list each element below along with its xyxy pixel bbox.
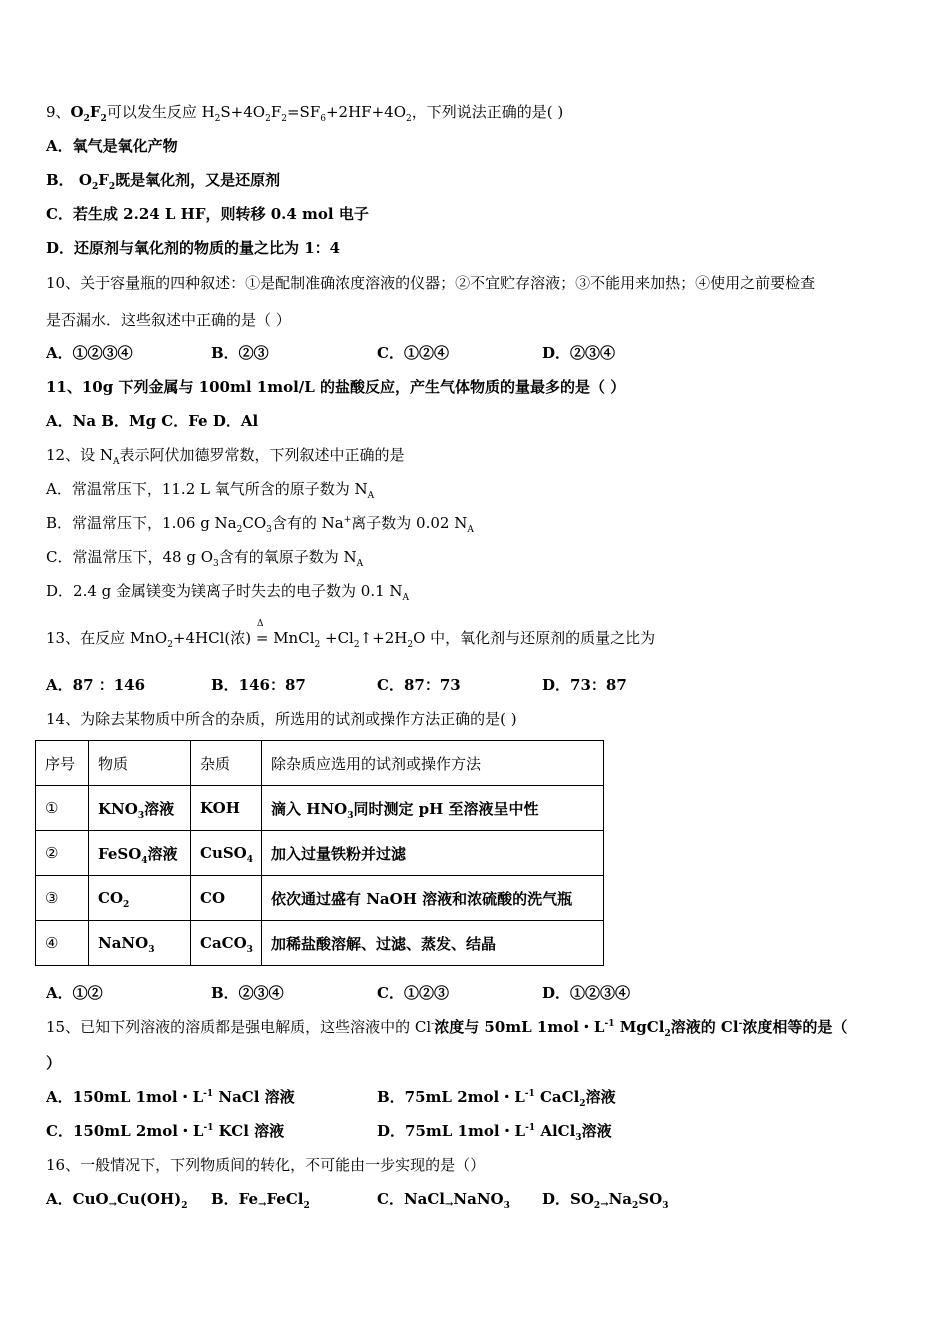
cell-text: 滴入 HNO [271, 799, 348, 818]
q13-option-d: D．73：87 [542, 676, 627, 694]
q9-text: F [89, 103, 101, 121]
q16-d-sub: 2 [632, 1201, 639, 1211]
q16-a-text: A．CuO [46, 1190, 109, 1208]
q16-c-sub: 3 [503, 1201, 510, 1211]
q14-option-b: B．②③④ [211, 984, 284, 1002]
q15-sup: - [738, 1019, 743, 1029]
header-cell: 序号 [36, 741, 89, 786]
q15-sup: - [431, 1019, 435, 1029]
q13-text: +4HCl(浓) = MnCl [172, 629, 315, 647]
q14-stem: 14、为除去某物质中所含的杂质，所选用的试剂或操作方法正确的是( ) [46, 710, 517, 728]
header-cell: 除杂质应选用的试剂或操作方法 [262, 741, 604, 786]
q12-b-sub: 3 [266, 525, 272, 535]
q9-option-c: C．若生成 2.24 L HF，则转移 0.4 mol 电子 [46, 205, 369, 223]
q12-option-a [46, 479, 374, 499]
cell-substance [89, 921, 191, 966]
header-cell: 物质 [89, 741, 191, 786]
cell-no: ④ [36, 921, 89, 966]
q9-option-d: D．还原剂与氧化剂的物质的量之比为 1：4 [46, 239, 341, 257]
q13-option-b: B．146：87 [211, 676, 306, 694]
cell-text: FeSO [98, 844, 142, 863]
q16-b-text: B．Fe [211, 1190, 259, 1208]
cell-sub: 3 [137, 810, 145, 821]
q9-b-text: F [98, 171, 109, 189]
cell-substance [89, 831, 191, 876]
q15-c-text: KCl 溶液 [213, 1122, 285, 1140]
q13-text: +Cl [320, 629, 354, 647]
cell-text: KOH [200, 799, 240, 817]
q16-d-sub: 3 [662, 1201, 669, 1211]
cell-method: 依次通过盛有 NaOH 溶液和浓硫酸的洗气瓶 [262, 876, 604, 921]
q15-b-text: 溶液 [585, 1088, 616, 1106]
table-row [36, 876, 604, 921]
q15-sup: -1 [604, 1019, 615, 1029]
q9-stem [46, 102, 563, 122]
cell-no: ③ [36, 876, 89, 921]
q15-stem-line2: ） [46, 1054, 62, 1072]
q12-c-sub: 3 [213, 559, 219, 569]
q10-option-a: A．①②③④ [46, 344, 133, 362]
q10-option-d: D．②③④ [542, 344, 616, 362]
q16-option-b [211, 1189, 310, 1212]
cell-substance [89, 876, 191, 921]
q16-b-text: FeCl [266, 1190, 304, 1208]
q15-c-text: C．150mL 2mol・L [46, 1122, 204, 1140]
table-header-row [36, 741, 604, 786]
q15-option-a [46, 1087, 295, 1107]
q13-text: O 中，氧化剂与还原剂的质量之比为 [413, 629, 656, 647]
cell-impurity: CO [191, 876, 262, 921]
cell-text: 溶液 [147, 844, 178, 863]
q12-option-d [46, 581, 409, 601]
cell-sub: 3 [246, 945, 253, 955]
cell-text: CO [98, 889, 124, 907]
q16-d-text: SO [638, 1190, 663, 1208]
q16-option-a [46, 1189, 188, 1212]
q14-option-c: C．①②③ [377, 984, 449, 1002]
q9-sub: 2 [406, 114, 412, 124]
q15-b-text: B．75mL 2mol・L [377, 1088, 525, 1106]
q9-sub: 2 [265, 114, 271, 124]
q15-sub: 2 [664, 1029, 671, 1039]
cell-impurity [191, 786, 262, 831]
q15-option-c [46, 1121, 284, 1141]
cell-text: KNO [98, 799, 138, 818]
q9-sub: 2 [100, 114, 107, 124]
q12-a-sub: A [367, 491, 375, 501]
q10-option-b: B．②③ [211, 344, 269, 362]
q9-b-text: B． O [46, 171, 92, 189]
q15-text: 15、已知下列溶液的溶质都是强电解质，这些溶液中的 Cl [46, 1018, 432, 1036]
q12-b-text: B．常温常压下，1.06 g Na [46, 514, 237, 532]
q13-text: ↑+2H [359, 629, 408, 647]
q10-stem-line1: 10、关于容量瓶的四种叙述：①是配制准确浓度溶液的仪器；②不宜贮存溶液；③不能用来加热；④使用之前要检查 [46, 274, 816, 292]
q12-b-text: 含有的 Na [271, 514, 344, 532]
q15-a-text: A．150mL 1mol・L [46, 1088, 204, 1106]
q14-table [35, 740, 604, 966]
q12-text: 12、设 N [46, 446, 113, 464]
cell-no: ① [36, 786, 89, 831]
q12-stem [46, 445, 405, 465]
table-row [36, 831, 604, 876]
cell-sub: 4 [141, 855, 148, 866]
q9-b-sub: 2 [91, 182, 99, 192]
q15-text: 浓度与 50mL 1mol・L [434, 1018, 605, 1036]
cell-substance [89, 786, 191, 831]
q12-option-c [46, 547, 363, 567]
q16-a-text: Cu(OH) [116, 1190, 182, 1208]
cell-method: 加入过量铁粉并过滤 [262, 831, 604, 876]
q16-c-text: C．NaCl [377, 1190, 446, 1208]
q13-option-c: C．87：73 [377, 676, 461, 694]
q13-sub: 2 [353, 640, 360, 650]
q9-sub: 2 [281, 114, 287, 124]
q16-option-d [542, 1189, 668, 1212]
cell-impurity [191, 921, 262, 966]
q9-b-text: 既是氧化剂，又是还原剂 [115, 171, 281, 189]
cell-sub: 3 [148, 945, 155, 955]
cell-text: NaNO [98, 934, 149, 952]
q15-option-b [377, 1087, 616, 1107]
q15-c-sup: -1 [203, 1123, 214, 1133]
q16-a-sub: 2 [181, 1201, 188, 1211]
q15-b-sup: -1 [524, 1089, 535, 1099]
q9-sub: 2 [214, 114, 221, 124]
q10-option-c: C．①②④ [377, 344, 449, 362]
q13-sub: 2 [314, 640, 321, 650]
q15-stem [46, 1017, 847, 1037]
q15-d-text: D．75mL 1mol・L [377, 1122, 526, 1140]
q13-stem [46, 628, 655, 648]
q12-b-sub: A [467, 525, 474, 535]
q9-sub: 6 [320, 114, 326, 124]
q9-text: O [70, 103, 84, 121]
cell-method [262, 786, 604, 831]
q12-option-b [46, 513, 474, 533]
q9-text: =SF [286, 103, 321, 121]
q12-b-sub: 2 [236, 525, 243, 535]
q15-d-sup: -1 [525, 1123, 536, 1133]
q14-option-a: A．①② [46, 984, 103, 1002]
q15-d-sub: 3 [575, 1133, 582, 1143]
q11-options: A．Na B．Mg C．Fe D．Al [46, 412, 259, 430]
table-row [36, 786, 604, 831]
q9-b-sub: 2 [108, 182, 116, 192]
q12-d-sub: A [402, 593, 410, 603]
table-row [36, 921, 604, 966]
cell-sub: 3 [347, 810, 354, 821]
q12-text: 表示阿伏加德罗常数，下列叙述中正确的是 [119, 446, 405, 464]
q9-option-a: A．氧气是氧化产物 [46, 137, 178, 155]
q12-b-text: CO [242, 514, 267, 532]
cell-text: 同时测定 pH 至溶液呈中性 [353, 799, 539, 818]
q13-option-a: A．87 ：146 [46, 676, 146, 694]
q13-sub: 2 [407, 640, 414, 650]
cell-no: ② [36, 831, 89, 876]
q10-stem-line2: 是否漏水．这些叙述中正确的是（ ） [46, 311, 291, 329]
cell-sub: 2 [123, 900, 130, 910]
q15-b-text: CaCl [534, 1088, 580, 1106]
q15-d-text: AlCl [535, 1122, 576, 1140]
q16-c-text: NaNO [453, 1190, 504, 1208]
cell-text: CaCO [200, 934, 247, 952]
cell-sub: 4 [246, 855, 254, 865]
q12-c-text: C．常温常压下，48 g O [46, 548, 214, 566]
cell-method: 加稀盐酸溶解、过滤、蒸发、结晶 [262, 921, 604, 966]
cell-impurity [191, 831, 262, 876]
q16-d-sub: 2 [593, 1201, 601, 1211]
cell-text: 溶液 [144, 799, 175, 818]
q16-d-text: D．SO [542, 1190, 594, 1208]
q9-text: F [270, 103, 282, 121]
q9-sub: 2 [83, 114, 90, 124]
q15-text: 溶液的 Cl [670, 1018, 739, 1036]
q13-text: 13、在反应 MnO [46, 629, 168, 647]
q12-c-text: 含有的氧原子数为 N [218, 548, 357, 566]
q15-b-sub: 2 [579, 1099, 586, 1109]
q15-a-text: NaCl 溶液 [213, 1088, 295, 1106]
q15-text: MgCl [614, 1018, 665, 1036]
q15-a-sup: -1 [203, 1089, 214, 1099]
q12-a-text: A．常温常压下，11.2 L 氧气所含的原子数为 N [46, 480, 368, 498]
arrow-icon: → [445, 1199, 454, 1210]
q12-b-sup: + [343, 515, 352, 525]
q12-d-text: D．2.4 g 金属镁变为镁离子时失去的电子数为 0.1 N [46, 582, 403, 600]
q11-stem: 11、10g 下列金属与 100ml 1mol/L 的盐酸反应，产生气体物质的量最多的是（ ） [46, 378, 626, 396]
q16-d-text: Na [608, 1190, 633, 1208]
q15-d-text: 溶液 [581, 1122, 612, 1140]
q12-b-text: 离子数为 0.02 N [351, 514, 468, 532]
q15-option-d [377, 1121, 612, 1141]
arrow-icon: → [600, 1199, 609, 1210]
q9-text: ，下列说法正确的是( ) [411, 103, 564, 121]
q15-text: 浓度相等的是（ [742, 1018, 848, 1036]
q9-number: 9、 [46, 103, 71, 121]
arrow-icon: → [108, 1199, 117, 1210]
q13-delta-mark: Δ [257, 619, 264, 629]
q9-text: S+4O [220, 103, 266, 121]
q12-sub: A [112, 457, 120, 467]
q9-text: 可以发生反应 H [106, 103, 215, 121]
cell-text: CuSO [200, 844, 247, 862]
q9-text: +2HF+4O [325, 103, 406, 121]
q13-sub: 2 [167, 640, 173, 650]
q16-stem: 16、一般情况下，下列物质间的转化，不可能由一步实现的是（） [46, 1156, 486, 1174]
q16-b-sub: 2 [303, 1201, 310, 1211]
q14-option-d: D．①②③④ [542, 984, 631, 1002]
q12-c-sub: A [356, 559, 364, 569]
header-cell: 杂质 [191, 741, 262, 786]
q9-option-b [46, 170, 280, 190]
arrow-icon: → [258, 1199, 267, 1210]
q16-option-c [377, 1189, 510, 1212]
